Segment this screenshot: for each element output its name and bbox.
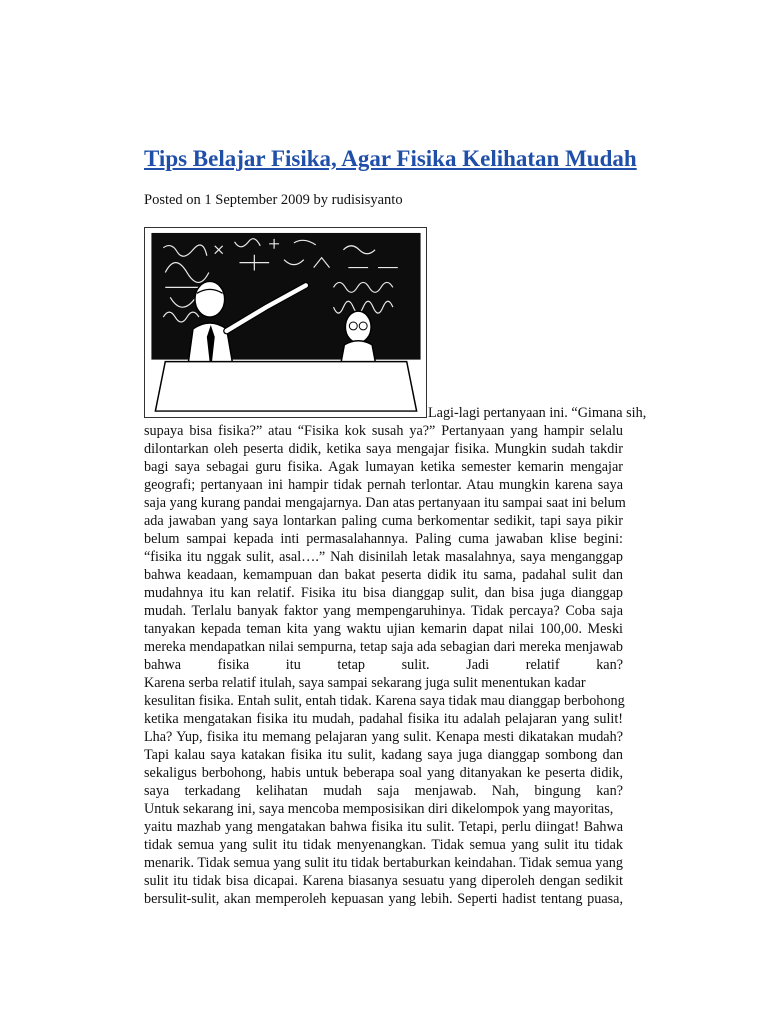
body-line: Tapi kalau saya katakan fisika itu sulit, kadang saya juga dianggap sombong dan [144,747,623,763]
post-meta: Posted on 1 September 2009 by rudisisyanto [144,192,403,208]
body-line: bersulit-sulit, akan memperoleh kepuasan yang lebih. Seperti hadist tentang puasa, [144,891,623,907]
body-line: Untuk sekarang ini, saya mencoba memposisikan diri dikelompok yang mayoritas, [144,801,614,817]
body-line: Lagi-lagi pertanyaan ini. “Gimana sih, [428,405,647,421]
body-line: mudah. Terlalu banyak faktor yang mempengaruhinya. Tidak percaya? Coba saja [144,603,623,619]
body-line: tidak semua yang sulit itu tidak menyenangkan. Tidak semua yang sulit itu tidak [144,837,623,853]
body-line: ada jawaban yang saya lontarkan paling cuma berkomentar sedikit, tapi saya pikir [144,513,623,529]
body-line: bagi saya sebagai guru fisika. Agak lumayan ketika semester kemarin mengajar [144,459,623,475]
body-line: supaya bisa fisika?” atau “Fisika kok susah ya?” Pertanyaan yang hampir selalu [144,423,623,439]
body-line: bahwa fisika itu tetap sulit. Jadi relatif kan? [144,657,623,673]
body-line: tanyakan kepada teman kita yang waktu ujian kemarin dapat nilai 100,00. Meski [144,621,623,637]
body-line: “fisika itu nggak sulit, asal….” Nah disinilah letak masalahnya, saya menganggap [144,549,623,565]
teacher-blackboard-illustration [144,227,427,418]
body-line: yaitu mazhab yang mengatakan bahwa fisika itu sulit. Tetapi, perlu diingat! Bahwa [144,819,623,835]
body-line: belum sampai kepada inti permasalahannya. Paling cuma jawaban klise begini: [144,531,623,547]
body-line: sulit itu tidak bisa dicapai. Karena biasanya sesuatu yang diperoleh dengan sedikit [144,873,623,889]
body-line: bahwa keadaan, kemampuan dan bakat peserta didik itu sama, padahal sulit dan [144,567,623,583]
body-line: mereka mendapatkan nilai sempurna, tetap saja ada sebagian dari mereka menjawab [144,639,623,655]
article-body [144,404,647,908]
body-line: menarik. Tidak semua yang sulit itu tidak bertaburkan keindahan. Tidak semua yang [144,855,623,871]
body-line: Karena serba relatif itulah, saya sampai sekarang juga sulit menentukan kadar [144,675,586,691]
body-line: dilontarkan oleh peserta didik, ketika saya mengajar fisika. Mungkin sudah takdir [144,441,623,457]
body-line: mudahnya itu kan relatif. Fisika itu bisa dianggap sulit, dan bisa juga dianggap [144,585,623,601]
article-title[interactable]: Tips Belajar Fisika, Agar Fisika Kelihatan Mudah [144,146,637,171]
body-line: saya terkadang kelihatan mudah saja menjawab. Nah, bingung kan? [144,783,623,799]
body-line: sekaligus berbohong, habis untuk beberapa soal yang ditanyakan ke peserta didik, [144,765,623,781]
body-line: saja yang kurang pandai mengajarnya. Dan atas pertanyaan itu sampai saat ini belum [144,495,626,511]
body-line: Lha? Yup, fisika itu memang pelajaran yang sulit. Kenapa mesti dikatakan mudah? [144,729,623,745]
body-line: geografi; pertanyaan ini hampir tidak pernah terlontar. Atau mungkin karena saya [144,477,623,493]
body-line: ketika mengatakan fisika itu mudah, padahal fisika itu adalah pelajaran yang sulit! [144,711,623,727]
body-line: kesulitan fisika. Entah sulit, entah tidak. Karena saya tidak mau dianggap berbohong [144,693,625,709]
